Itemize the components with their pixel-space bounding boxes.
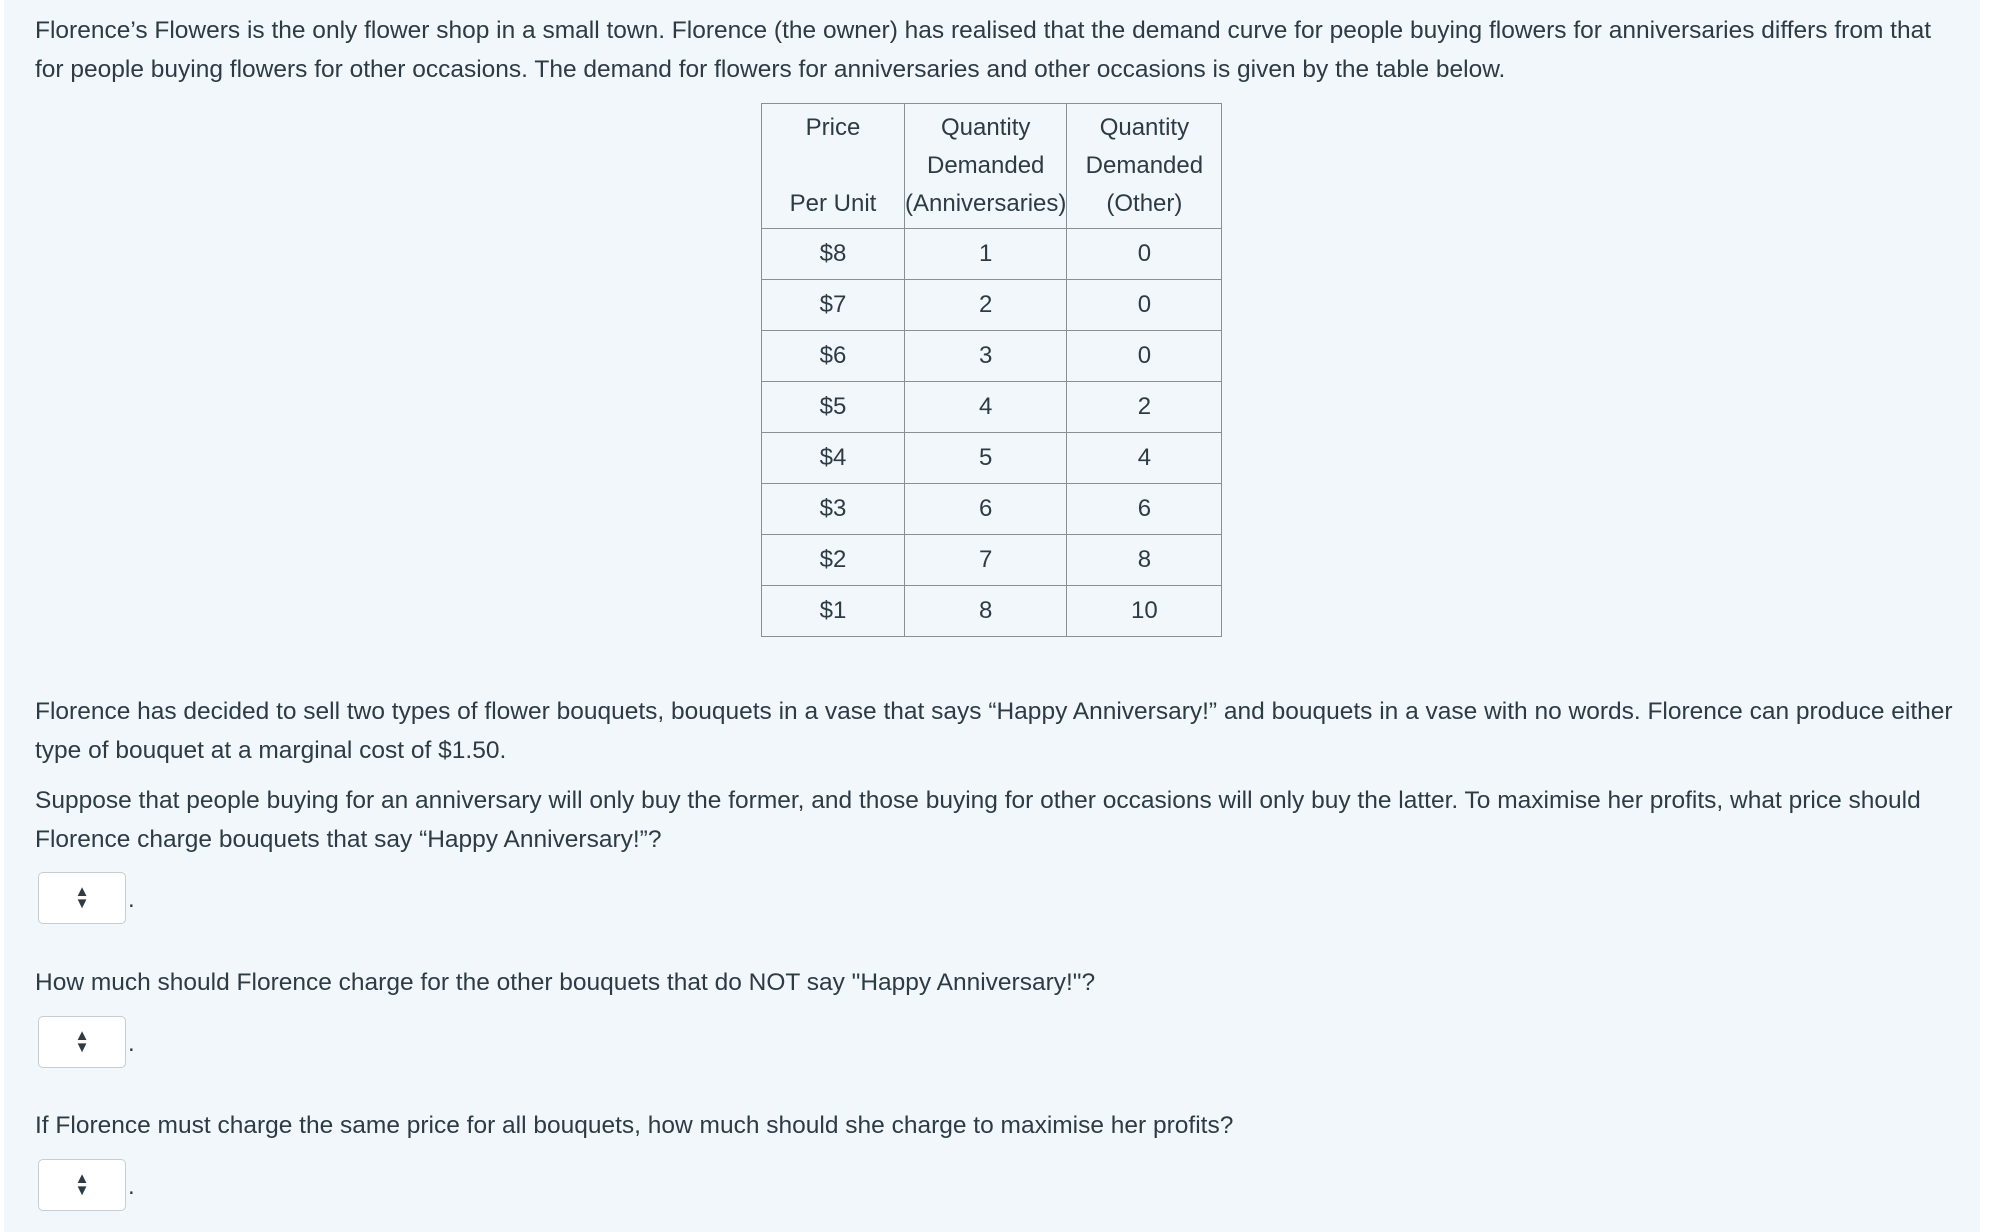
price-cell: $5 (762, 382, 905, 433)
question-panel (4, 0, 1980, 1232)
other-cell: 2 (1067, 382, 1222, 433)
table-row (762, 229, 1222, 280)
header-anniv-line3: (Anniversaries) (905, 190, 1067, 217)
other-cell: 0 (1067, 280, 1222, 331)
other-cell: 6 (1067, 484, 1222, 535)
anniversaries-cell: 7 (905, 535, 1067, 586)
table-row (762, 535, 1222, 586)
price-cell: $2 (762, 535, 905, 586)
question-other-price: How much should Florence charge for the other bouquets that do NOT say "Happy Anniversary!"? (35, 969, 1096, 996)
other-cell: 10 (1067, 586, 1222, 637)
answer-select-single-price[interactable] (38, 1159, 126, 1211)
demand-table (761, 103, 1222, 637)
header-quantity-anniversaries (905, 104, 1067, 229)
table-header-row (762, 104, 1222, 229)
header-other-line2: Demanded (1085, 152, 1204, 179)
anniversaries-cell: 6 (905, 484, 1067, 535)
answer-suffix: . (128, 1173, 135, 1200)
price-cell: $4 (762, 433, 905, 484)
table-row (762, 433, 1222, 484)
header-quantity-other (1067, 104, 1222, 229)
table-row (762, 331, 1222, 382)
header-price (762, 104, 905, 229)
price-cell: $3 (762, 484, 905, 535)
anniversaries-cell: 2 (905, 280, 1067, 331)
anniversaries-cell: 3 (905, 331, 1067, 382)
answer-suffix: . (128, 1030, 135, 1057)
anniversaries-cell: 8 (905, 586, 1067, 637)
header-price-line2: Per Unit (789, 190, 877, 217)
table-row (762, 586, 1222, 637)
other-cell: 4 (1067, 433, 1222, 484)
price-cell: $6 (762, 331, 905, 382)
price-cell: $1 (762, 586, 905, 637)
answer-select-anniversary[interactable] (38, 872, 126, 924)
header-other-line1: Quantity (1099, 114, 1190, 141)
bouquet-types-paragraph: Florence has decided to sell two types of flower bouquets, bouquets in a vase that says “Happy Anniversary!” and bouquets in a vase with no words. Florence can produce either type of bouquet at a marginal cost of $1.50. (35, 698, 1953, 764)
price-cell: $8 (762, 229, 905, 280)
intro-paragraph: Florence’s Flowers is the only flower shop in a small town. Florence (the owner) has realised that the demand curve for people buying flowers for anniversaries differs from that for people buying flowers for other occasions. The demand for flowers for anniversaries and other occasions is given by the table below. (35, 17, 1932, 83)
other-cell: 8 (1067, 535, 1222, 586)
table-row (762, 382, 1222, 433)
anniversaries-cell: 4 (905, 382, 1067, 433)
up-down-caret-icon: ▲ ▼ (74, 883, 90, 912)
price-cell: $7 (762, 280, 905, 331)
anniversaries-cell: 5 (905, 433, 1067, 484)
question-anniversary-price: Suppose that people buying for an anniversary will only buy the former, and those buying for other occasions will only buy the latter. To maximise her profits, what price should Florence charge bouquets that say “Happy Anniversary!”? (35, 787, 1921, 853)
header-price-line1: Price (805, 114, 861, 141)
other-cell: 0 (1067, 331, 1222, 382)
header-other-line3: (Other) (1106, 190, 1183, 217)
up-down-caret-icon: ▲ ▼ (74, 1027, 90, 1056)
table-row (762, 484, 1222, 535)
question-single-price: If Florence must charge the same price for all bouquets, how much should she charge to maximise her profits? (35, 1112, 1234, 1139)
header-anniv-line2: Demanded (926, 152, 1045, 179)
up-down-caret-icon: ▲ ▼ (74, 1170, 90, 1199)
table-row (762, 280, 1222, 331)
anniversaries-cell: 1 (905, 229, 1067, 280)
answer-select-other[interactable] (38, 1016, 126, 1068)
header-anniv-line1: Quantity (941, 114, 1031, 141)
answer-suffix: . (128, 886, 135, 913)
other-cell: 0 (1067, 229, 1222, 280)
